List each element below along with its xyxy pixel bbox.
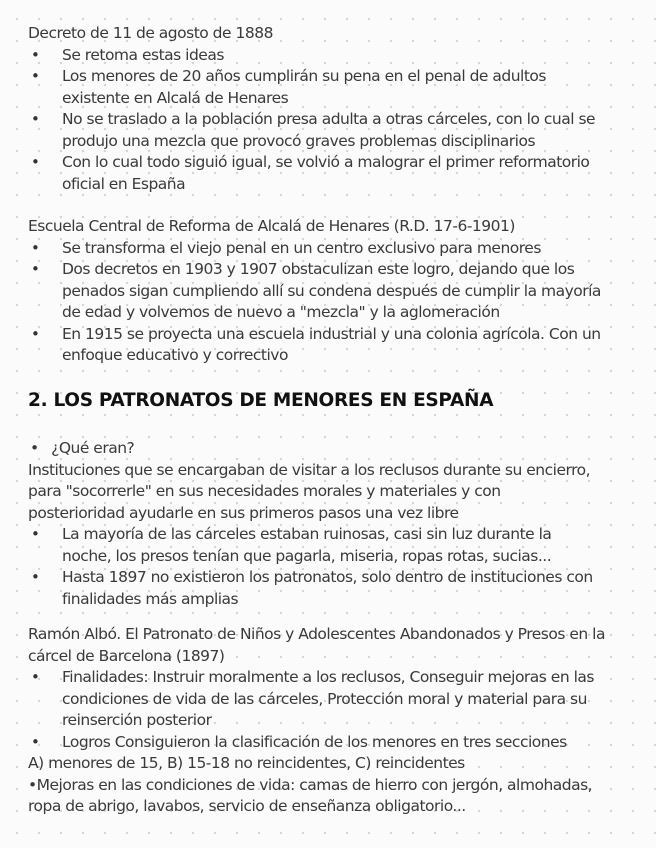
list-item xyxy=(28,732,628,754)
patronatos-definition-section xyxy=(28,438,628,610)
section-heading: Escuela Central de Reforma de Alcalá de Henares (R.D. 17-6-1901) xyxy=(28,217,515,235)
bullet-icon: • xyxy=(31,668,40,686)
classification-line: A) menores de 15, B) 15-18 no reincidentes, C) reincidentes xyxy=(28,754,465,772)
bullet-icon: • xyxy=(31,525,40,543)
list-item-line: Finalidades: Instruir moralmente a los reclusos, Conseguir mejoras en las xyxy=(62,668,594,686)
paragraph-line: para "socorrerle" en sus necesidades morales y materiales y con xyxy=(28,482,501,500)
list-item xyxy=(28,66,628,109)
bullet-icon: • xyxy=(31,153,40,171)
list-item-line: existente en Alcalá de Henares xyxy=(62,88,289,107)
list-item-line: oficial en España xyxy=(62,174,186,193)
list-item-line: Los menores de 20 años cumplirán su pena en el penal de adultos xyxy=(62,67,546,85)
list-item xyxy=(28,45,628,67)
bullet-icon: • xyxy=(31,732,40,751)
list-item xyxy=(28,259,628,324)
list-item-line: Hasta 1897 no existieron los patronatos, solo dentro de instituciones con xyxy=(62,568,593,586)
bullet-icon: • xyxy=(31,238,40,257)
list-item-line: No se traslado a la población presa adulta a otras cárceles, con lo cual se xyxy=(62,110,596,128)
section-heading: Ramón Albó. El Patronato de Niños y Adolescentes Abandonados y Presos en la xyxy=(28,625,605,643)
bullet-icon: • xyxy=(31,568,40,586)
bullet-icon: • xyxy=(31,67,40,85)
ramon-albo-section xyxy=(28,624,628,818)
list-item-line: Se transforma el viejo penal en un centro exclusivo para menores xyxy=(62,238,541,257)
list-item-line: Dos decretos en 1903 y 1907 obstaculizan este logro, dejando que los xyxy=(62,260,575,278)
escuela-central-section xyxy=(28,216,628,367)
list-item xyxy=(28,109,628,152)
question-line xyxy=(28,438,628,460)
paragraph-line: Instituciones que se encargaban de visitar a los reclusos durante su encierro, xyxy=(28,460,591,479)
list-item-line: Logros Consiguieron la clasificación de los menores en tres secciones xyxy=(62,732,567,751)
list-item xyxy=(28,238,628,260)
list-item-line: de edad y volvemos de nuevo a "mezcla" y la aglomeración xyxy=(62,303,500,321)
list-item xyxy=(28,567,628,610)
list-item xyxy=(28,152,628,195)
section-heading: Decreto de 11 de agosto de 1888 xyxy=(28,24,273,42)
bullet-icon: • xyxy=(31,110,40,128)
list-item-line: enfoque educativo y correctivo xyxy=(62,346,288,364)
improvements-line: •Mejoras en las condiciones de vida: camas de hierro con jergón, almohadas, xyxy=(28,775,593,794)
list-item-line: Con lo cual todo siguió igual, se volvió a malograr el primer reformatorio xyxy=(62,153,590,171)
list-item xyxy=(28,524,628,567)
list-item-line: penados sigan cumpliendo allí su condena después de cumplir la mayoría xyxy=(62,281,601,300)
page-title: 2. LOS PATRONATOS DE MENORES EN ESPAÑA xyxy=(28,390,494,411)
question-text: ¿Qué eran? xyxy=(51,439,135,457)
list-item-line: La mayoría de las cárceles estaban ruinosas, casi sin luz durante la xyxy=(62,525,552,543)
paragraph-line: posterioridad ayudarle en sus primeros pasos una vez libre xyxy=(28,503,459,522)
improvements-line: ropa de abrigo, lavabos, servicio de enseñanza obligatorio... xyxy=(28,797,466,815)
list-item-line: reinserción posterior xyxy=(62,711,212,729)
bullet-icon: • xyxy=(31,260,40,278)
list-item-line: Se retoma estas ideas xyxy=(62,45,224,64)
list-item-line: condiciones de vida de las cárceles, Protección moral y material para su xyxy=(62,689,587,708)
list-item-line: En 1915 se proyecta una escuela industrial y una colonia agrícola. Con un xyxy=(62,324,601,343)
section-heading: cárcel de Barcelona (1897) xyxy=(28,646,225,665)
bullet-icon: • xyxy=(30,439,39,457)
list-item xyxy=(28,667,628,732)
decree-1888-section xyxy=(28,23,628,195)
list-item-line: noche, los presos tenían que pagarla, miseria, ropas rotas, sucias... xyxy=(62,546,552,565)
list-item xyxy=(28,324,628,367)
bullet-icon: • xyxy=(31,324,40,343)
bullet-icon: • xyxy=(31,45,40,64)
list-item-line: finalidades más amplias xyxy=(62,589,239,608)
list-item-line: produjo una mezcla que provocó graves problemas disciplinarios xyxy=(62,131,536,150)
